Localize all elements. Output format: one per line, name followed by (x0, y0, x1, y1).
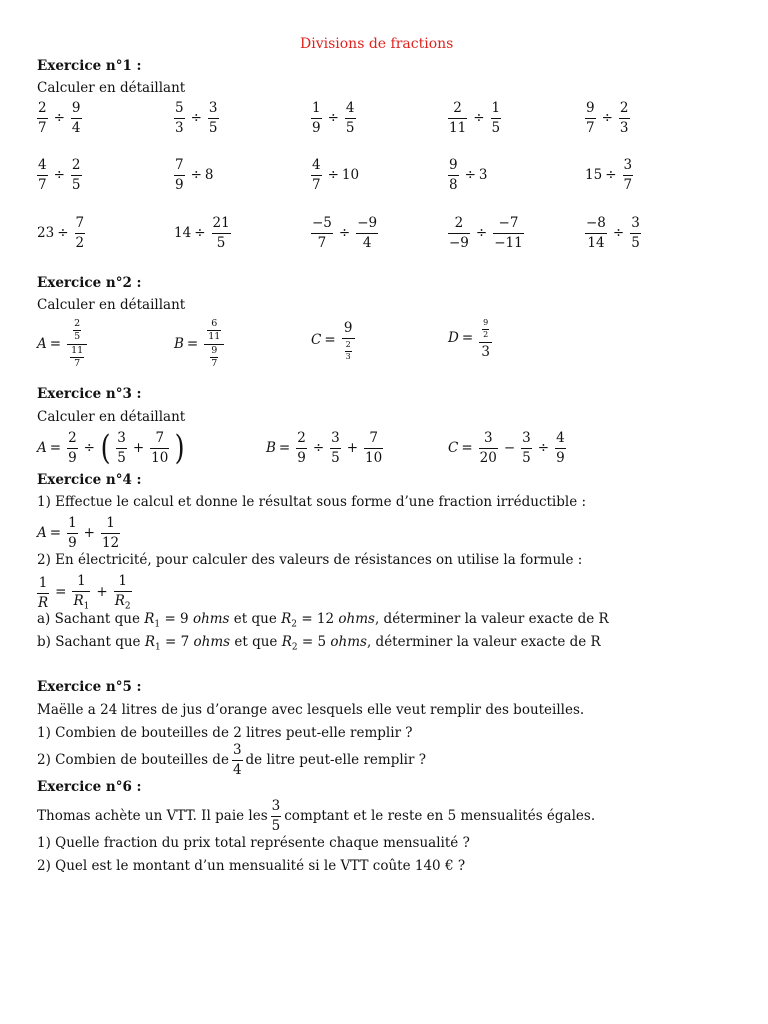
numerator: 3 (483, 430, 493, 446)
exercise-3-instruction: Calculer en détaillant (37, 409, 186, 425)
ex5-question-2 (37, 743, 426, 778)
variable: A (37, 524, 47, 541)
ex1-r2-item3: $\frac{4}{7}$ ÷ 10 (312, 157, 360, 193)
denominator: 9 (175, 176, 184, 193)
numerator: 9 (211, 344, 218, 356)
numerator: 4 (312, 157, 321, 173)
ex1-r3-item2: 14 ÷ $\frac{21}{5}$ (174, 215, 230, 251)
exercise-1-instruction: Calculer en détaillant (37, 80, 186, 96)
text: 2) Combien de bouteilles de (37, 751, 229, 768)
ex1-r2-item5: 15 ÷ $\frac{3}{7}$ (585, 157, 633, 193)
numerator: 5 (175, 100, 184, 116)
ex2-expression-c: C = $\frac{9}{\frac{2}{3}}$ (311, 321, 358, 361)
denominator: 9 (297, 449, 306, 466)
numerator: 2 (619, 100, 629, 116)
numerator: 7 (175, 157, 184, 173)
ex1-r3-item3: $\frac{-5}{7}$ ÷ $\frac{-9}{4}$ (312, 215, 378, 251)
numerator: 2 (345, 339, 351, 349)
numerator: 1 (491, 100, 501, 116)
ex3-expression-b: B = $\frac{2}{9}$ ÷ $\frac{3}{5}$ + $\frac{7}{10}$ (266, 430, 383, 466)
numerator: −9 (357, 215, 378, 231)
integer-operand: 15 (585, 166, 603, 183)
ex3-expression-a: A = $\frac{2}{9}$ ÷ ( $\frac{3}{5}$ + $\frac{7}{10}$ ) (37, 428, 185, 469)
ex4-resistance-formula: $\frac{1}{R}$ = $\frac{1}{R_1}$ + $\frac{1}{R_2}$ (38, 573, 131, 612)
ex1-r1-item2: $\frac{5}{3}$ ÷ $\frac{3}{5}$ (175, 100, 218, 136)
exercise-1-heading: Exercice n°1 : (37, 58, 142, 74)
numerator: 9 (483, 318, 489, 327)
denominator: 7 (38, 119, 47, 136)
denominator: 4 (232, 761, 242, 778)
variable: B (266, 439, 276, 456)
resistance-symbol: R (114, 592, 125, 609)
integer-operand: 14 (174, 224, 192, 241)
denominator: 5 (271, 817, 281, 834)
numerator: 2 (71, 157, 81, 173)
denominator: 5 (216, 234, 226, 251)
numerator: 3 (522, 430, 531, 446)
ex1-r2-item2: $\frac{7}{9}$ ÷ 8 (175, 157, 214, 193)
denominator: 11 (449, 119, 467, 136)
resistance-symbol: R (144, 611, 155, 627)
ex1-r3-item1: 23 ÷ $\frac{7}{2}$ (37, 215, 85, 251)
ex1-r2-item4: $\frac{9}{8}$ ÷ 3 (449, 157, 488, 193)
numerator: 1 (68, 515, 77, 531)
ex6-question-2: 2) Quel est le montant d’un mensualité si le VTT coûte 140 € ? (37, 858, 466, 874)
denominator: 2 (75, 234, 85, 251)
ex2-expression-d: D = $\frac{\frac{9}{2}}{3}$ (448, 319, 495, 359)
exercise-6-heading: Exercice n°6 : (37, 779, 142, 795)
subscript: 1 (154, 619, 161, 630)
exercise-2-instruction: Calculer en détaillant (37, 297, 186, 313)
numerator: 21 (212, 215, 230, 231)
denominator: 7 (211, 358, 218, 370)
numerator: 4 (38, 157, 47, 173)
ex2-expression-a: A = $\frac{\frac{2}{5}}{\frac{11}{7}}$ (37, 319, 90, 370)
numerator: −5 (312, 215, 332, 231)
exercise-2-heading: Exercice n°2 : (37, 275, 142, 291)
variable: C (311, 332, 322, 349)
exercise-5-heading: Exercice n°5 : (37, 679, 142, 695)
numerator: 6 (211, 318, 218, 329)
numerator: 3 (623, 157, 633, 173)
numerator: 2 (453, 100, 462, 116)
denominator: 3 (619, 119, 629, 136)
text: comptant et le reste en 5 mensualités égales. (284, 807, 596, 824)
subscript: 2 (291, 642, 298, 653)
numerator: 1 (312, 100, 321, 116)
integer-operand: 10 (341, 166, 360, 183)
denominator: 5 (331, 449, 340, 466)
denominator: −9 (449, 234, 469, 251)
unit: ohms (330, 634, 367, 650)
denominator: 2 (483, 329, 489, 339)
ex5-question-1: 1) Combien de bouteilles de 2 litres peut-elle remplir ? (37, 725, 413, 741)
text: , déterminer la valeur exacte de R (366, 634, 601, 650)
ex1-r3-item5: $\frac{-8}{14}$ ÷ $\frac{3}{5}$ (586, 215, 640, 251)
numerator: 3 (331, 430, 340, 446)
text: = 9 (160, 611, 193, 627)
integer-operand: 3 (478, 166, 488, 183)
denominator: 5 (74, 331, 81, 343)
numerator: 2 (74, 318, 81, 329)
subscript: 2 (291, 619, 298, 630)
unit: ohms (192, 611, 230, 627)
ex1-r3-item4: $\frac{2}{-9}$ ÷ $\frac{-7}{-11}$ (449, 215, 523, 251)
denominator: 8 (449, 176, 458, 193)
denominator: 3 (481, 343, 490, 360)
denominator: 4 (71, 119, 81, 136)
numerator: 3 (232, 742, 242, 758)
denominator: 3 (345, 351, 351, 361)
variable: C (448, 439, 459, 456)
numerator: 9 (71, 100, 81, 116)
unit: ohms (338, 611, 375, 627)
ex4-question-b (37, 636, 601, 653)
exercise-4-heading: Exercice n°4 : (37, 472, 142, 488)
resistance-symbol: R (144, 634, 156, 650)
numerator: 2 (454, 215, 464, 231)
denominator: 11 (208, 331, 221, 343)
numerator: 9 (343, 320, 353, 336)
denominator: 9 (556, 449, 565, 466)
ex5-intro: Maëlle a 24 litres de jus d’orange avec lesquels elle veut remplir des bouteilles. (37, 702, 585, 718)
ex4-expression-a: A = $\frac{1}{9}$ + $\frac{1}{12}$ (37, 515, 120, 551)
denominator: 5 (491, 119, 501, 136)
text: a) Sachant que (37, 611, 145, 627)
numerator: 3 (117, 430, 126, 446)
ex1-r1-item1: $\frac{2}{7}$ ÷ $\frac{9}{4}$ (38, 100, 81, 136)
numerator: 2 (297, 430, 306, 446)
denominator: 5 (522, 449, 531, 466)
ex1-r1-item5: $\frac{9}{7}$ ÷ $\frac{2}{3}$ (586, 100, 629, 136)
variable: A (37, 335, 47, 352)
numerator: 1 (118, 573, 127, 589)
variable: B (174, 335, 184, 352)
denominator: 5 (71, 176, 81, 193)
denominator: 7 (312, 176, 321, 193)
ex4-question-1: 1) Effectue le calcul et donne le résultat sous forme d’une fraction irréductible : (37, 494, 587, 510)
numerator: 9 (586, 100, 595, 116)
unit: ohms (193, 634, 231, 650)
denominator: 3 (175, 119, 184, 136)
denominator: −11 (494, 234, 523, 251)
text: et que (229, 611, 282, 627)
denominator: 7 (74, 358, 81, 370)
denominator: 5 (631, 234, 640, 251)
ex1-r2-item1: $\frac{4}{7}$ ÷ $\frac{2}{5}$ (38, 157, 81, 193)
subscript: 1 (155, 642, 161, 653)
text: de litre peut-elle remplir ? (245, 751, 426, 768)
page-title: Divisions de fractions (300, 36, 454, 52)
numerator: 3 (271, 798, 281, 814)
denominator: 9 (68, 534, 77, 551)
numerator: 7 (155, 430, 165, 446)
denominator: 20 (479, 449, 497, 466)
numerator: −7 (498, 215, 519, 231)
integer-operand: 23 (37, 224, 55, 241)
subscript: 2 (124, 601, 131, 612)
text: et que (230, 634, 282, 650)
ex2-expression-b: B = $\frac{\frac{6}{11}}{\frac{9}{7}}$ (174, 319, 227, 370)
resistance-symbol: R (281, 611, 292, 627)
denominator: R (38, 594, 49, 611)
ex3-expression-c: C = $\frac{3}{20}$ − $\frac{3}{5}$ ÷ $\frac{4}{9}$ (448, 430, 565, 466)
numerator: 2 (38, 100, 47, 116)
numerator: 2 (68, 430, 77, 446)
text: , déterminer la valeur exacte de R (374, 611, 609, 627)
denominator: 5 (345, 119, 355, 136)
denominator: 9 (312, 119, 321, 136)
numerator: 1 (77, 573, 86, 589)
ex4-question-2: 2) En électricité, pour calculer des valeurs de résistances on utilise la formule : (37, 552, 583, 568)
denominator: 4 (362, 234, 372, 251)
denominator: 7 (586, 119, 595, 136)
variable: A (37, 439, 47, 456)
ex4-question-a (37, 613, 609, 630)
denominator: 9 (68, 449, 77, 466)
ex6-question-1: 1) Quelle fraction du prix total représente chaque mensualité ? (37, 835, 470, 851)
numerator: 3 (208, 100, 218, 116)
exercise-3-heading: Exercice n°3 : (37, 386, 142, 402)
numerator: 3 (631, 215, 640, 231)
numerator: 1 (106, 515, 115, 531)
numerator: 7 (369, 430, 378, 446)
denominator: 7 (38, 176, 47, 193)
numerator: 4 (345, 100, 355, 116)
text: = 12 (297, 611, 339, 627)
denominator: 14 (587, 234, 605, 251)
text: = 7 (160, 634, 194, 650)
ex1-r1-item3: $\frac{1}{9}$ ÷ $\frac{4}{5}$ (312, 100, 355, 136)
denominator: 5 (117, 449, 126, 466)
denominator: 7 (317, 234, 327, 251)
numerator: −8 (586, 215, 606, 231)
ex6-intro (37, 799, 595, 834)
integer-operand: 8 (204, 166, 214, 183)
denominator: 12 (101, 534, 120, 551)
text: Thomas achète un VTT. Il paie les (37, 807, 268, 824)
denominator: 10 (151, 449, 169, 466)
resistance-symbol: R (281, 634, 292, 650)
numerator: 11 (71, 344, 84, 356)
numerator: 7 (75, 215, 85, 231)
text: = 5 (297, 634, 331, 650)
numerator: 1 (38, 574, 48, 591)
numerator: 4 (556, 430, 565, 446)
resistance-symbol: R (73, 592, 84, 609)
denominator: 5 (208, 119, 218, 136)
subscript: 1 (83, 601, 90, 612)
numerator: 9 (449, 157, 458, 173)
denominator: 7 (623, 176, 633, 193)
denominator: 10 (365, 449, 383, 466)
ex1-r1-item4: $\frac{2}{11}$ ÷ $\frac{1}{5}$ (449, 100, 501, 136)
variable: D (448, 330, 459, 347)
text: b) Sachant que (37, 634, 145, 650)
